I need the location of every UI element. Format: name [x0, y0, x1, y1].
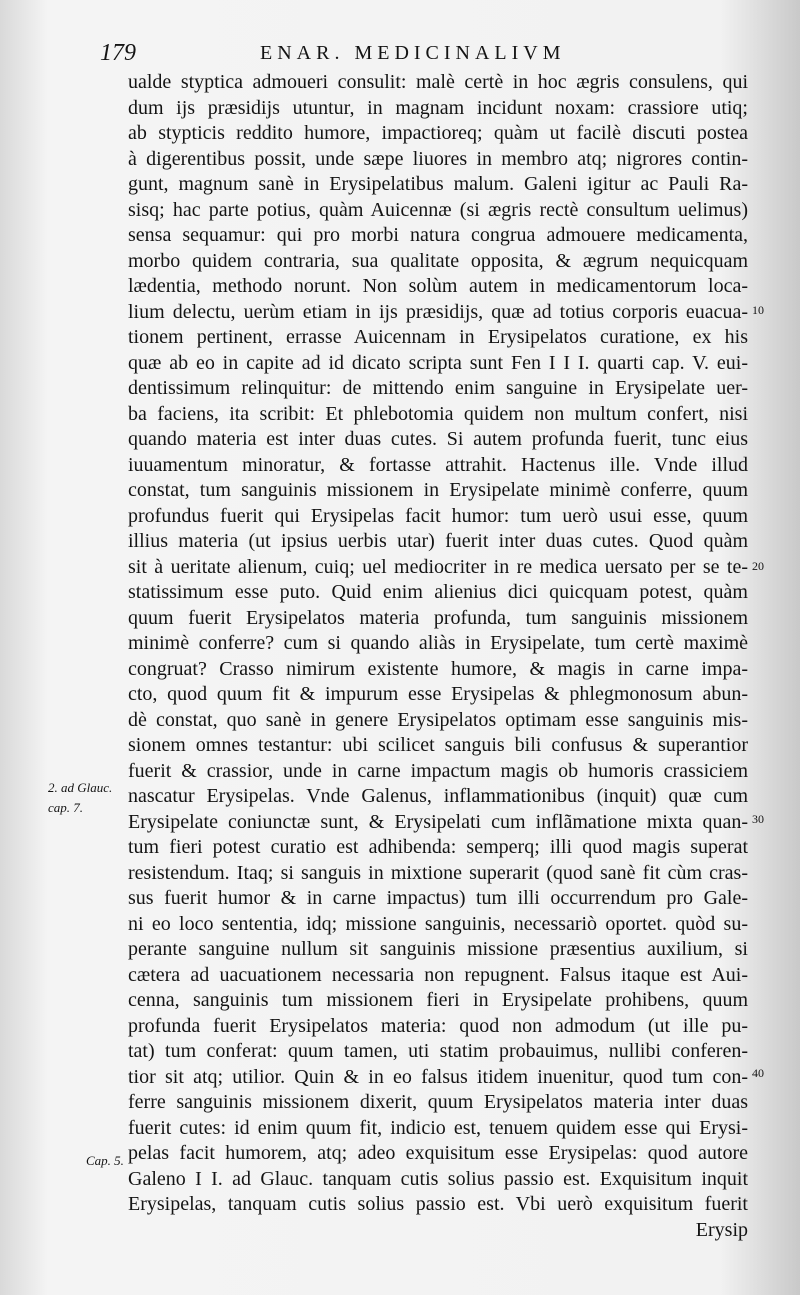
text-line: iuuamentum minoratur, & fortasse attrahit. Hactenus ille. Vnde illud: [128, 453, 748, 476]
text-line: sensa sequamur: qui pro morbi natura congrua admouere medicamenta,: [128, 224, 748, 246]
text-line: ualde styptica admoueri consulit: malè certè in hoc ægris consulens, qui: [128, 71, 748, 93]
text-line: dum ijs præsidijs utuntur, in magnam incidunt noxam: crassiore utiq;: [128, 96, 748, 119]
text-line: Erysipelate coniunctæ sunt, & Erysipelati cum inflãmatione mixta quan-: [128, 810, 748, 833]
text-line: dentissimum relinquitur: de mittendo enim sanguine in Erysipelate uer-: [128, 377, 748, 399]
line-number-10: 10: [752, 303, 764, 317]
text-line: pelas facit humorem, atq; adeo exquisitum esse Erysipelas: quod autore: [128, 1142, 748, 1164]
line-number-20: 20: [752, 559, 764, 573]
text-line: quum fuerit Erysipelatos materia profunda, tum sanguinis missionem: [128, 606, 748, 629]
text-line: tum fieri potest curatio est adhibenda: semperq; illi quod magis superat: [128, 836, 748, 858]
margin-note-cap5: Cap. 5.: [86, 1153, 124, 1168]
text-line: Erysipelas, tanquam cutis solius passio est. Vbi uerò exquisitum fuerit: [128, 1193, 748, 1215]
text-line: cætera ad uacuationem necessaria non repugnent. Falsus itaque est Aui-: [128, 963, 748, 986]
text-line: ferre sanguinis missionem dixerit, quum Erysipelatos materia inter duas: [128, 1091, 748, 1113]
text-line: sit à ueritate alienum, cuiq; uel mediocriter in re medica uersato per se te-: [128, 555, 748, 578]
text-line: profundus fuerit qui Erysipelas facit humor: tum uerò usui esse, quum: [128, 504, 748, 527]
text-line: statissimum esse puto. Quid enim alienius dici quicquam potest, quàm: [128, 581, 748, 603]
page-number: 179: [100, 40, 136, 66]
text-line: sus fuerit humor & in carne impactus) tum illi occurrendum pro Gale-: [128, 887, 748, 909]
text-line: gunt, magnum sanè in Erysipelatibus malum. Galeni igitur ac Pauli Ra-: [128, 173, 748, 195]
text-line: ab stypticis reddito humore, impactioreq; quàm ut facilè discuti postea: [128, 122, 748, 144]
line-number-30: 30: [752, 812, 764, 826]
text-line: cto, quod quum fit & impurum esse Erysipelas & phlegmonosum abun-: [128, 683, 748, 705]
running-head: ENAR. MEDICINALIVM: [260, 42, 566, 64]
text-line: constat, tum sanguinis missionem in Erysipelate minimè conferre, quum: [128, 479, 748, 501]
margin-note-glauc-ref: 2. ad Glauc.: [48, 780, 113, 795]
page-header: [100, 40, 740, 70]
text-line: sionem omnes testantur: ubi scilicet sanguis bili confusus & superantior: [128, 734, 748, 756]
text-line: morbo quidem contraria, sua qualitate opposita, & ægrum nequicquam: [128, 249, 748, 272]
text-line: lædentia, methodo norunt. Non solùm autem in medicamentorum loca-: [128, 275, 748, 297]
text-line: quando materia est inter duas cutes. Si autem profunda fuerit, tunc eius: [128, 428, 748, 450]
text-line: à digerentibus possit, unde sæpe liuores in membro atq; nigrores contin-: [128, 147, 748, 170]
text-line: illius materia (ut ipsius uerbis utar) fuerit inter duas cutes. Quod quàm: [128, 530, 748, 552]
text-line: tior sit atq; utilior. Quin & in eo falsus itidem inuenitur, quod tum con-: [128, 1065, 748, 1088]
text-line: ba faciens, ita scribit: Et phlebotomia quidem non multum confert, nisi: [128, 402, 748, 425]
text-line: tionem pertinent, errasse Auicennam in Erysipelatos curatione, ex his: [128, 326, 748, 348]
text-line: lium delectu, uerùm etiam in ijs præsidijs, quæ ad totius corporis euacua-: [128, 300, 748, 323]
line-number-40: 40: [752, 1066, 764, 1080]
text-line: quæ ab eo in capite ad id dicato scripta sunt Fen I I I. quarti cap. V. eui-: [128, 351, 748, 374]
text-line: nascatur Erysipelas. Vnde Galenus, inflammationibus (inquit) quæ cum: [128, 785, 748, 807]
margin-note-glauc-cap: cap. 7.: [48, 800, 84, 815]
text-line: ni eo loco sententia, idq; missione sanguinis, necessariò oportet. quòd su-: [128, 912, 748, 935]
body-text: [128, 70, 748, 1243]
text-line: dè constat, quo sanè in genere Erysipelatos optimam esse sanguinis mis-: [128, 708, 748, 731]
catchword: Erysip: [695, 1218, 748, 1241]
text-line: profunda fuerit Erysipelatos materia: quod non admodum (ut ille pu-: [128, 1014, 748, 1037]
text-line: tat) tum conferat: quum tamen, uti statim probauimus, nullibi conferen-: [128, 1040, 748, 1062]
text-line: fuerit & crassior, unde in carne impactum magis ob humoris crassiciem: [128, 759, 748, 782]
text-line: minimè conferre? cum si quando aliàs in Erysipelate, tum certè maximè: [128, 632, 748, 654]
text-line: resistendum. Itaq; si sanguis in mixtione superarit (quod sanè fit cùm cras-: [128, 861, 748, 884]
text-line: fuerit cutes: id enim quum fit, indicio est, tenuem quidem esse qui Erysi-: [128, 1116, 748, 1139]
text-line: perante sanguine nullum sit sanguinis missione præsentius auxilium, si: [128, 938, 748, 960]
text-line: sisq; hac parte potius, quàm Auicennæ (si ægris rectè consultum uelimus): [128, 198, 748, 221]
text-line: cenna, sanguinis tum missionem fieri in Erysipelate prohibens, quum: [128, 989, 748, 1011]
text-line: Galeno I I. ad Glauc. tanquam cutis solius passio est. Exquisitum inquit: [128, 1167, 748, 1190]
text-line: congruat? Crasso nimirum existente humore, & magis in carne impa-: [128, 657, 748, 680]
